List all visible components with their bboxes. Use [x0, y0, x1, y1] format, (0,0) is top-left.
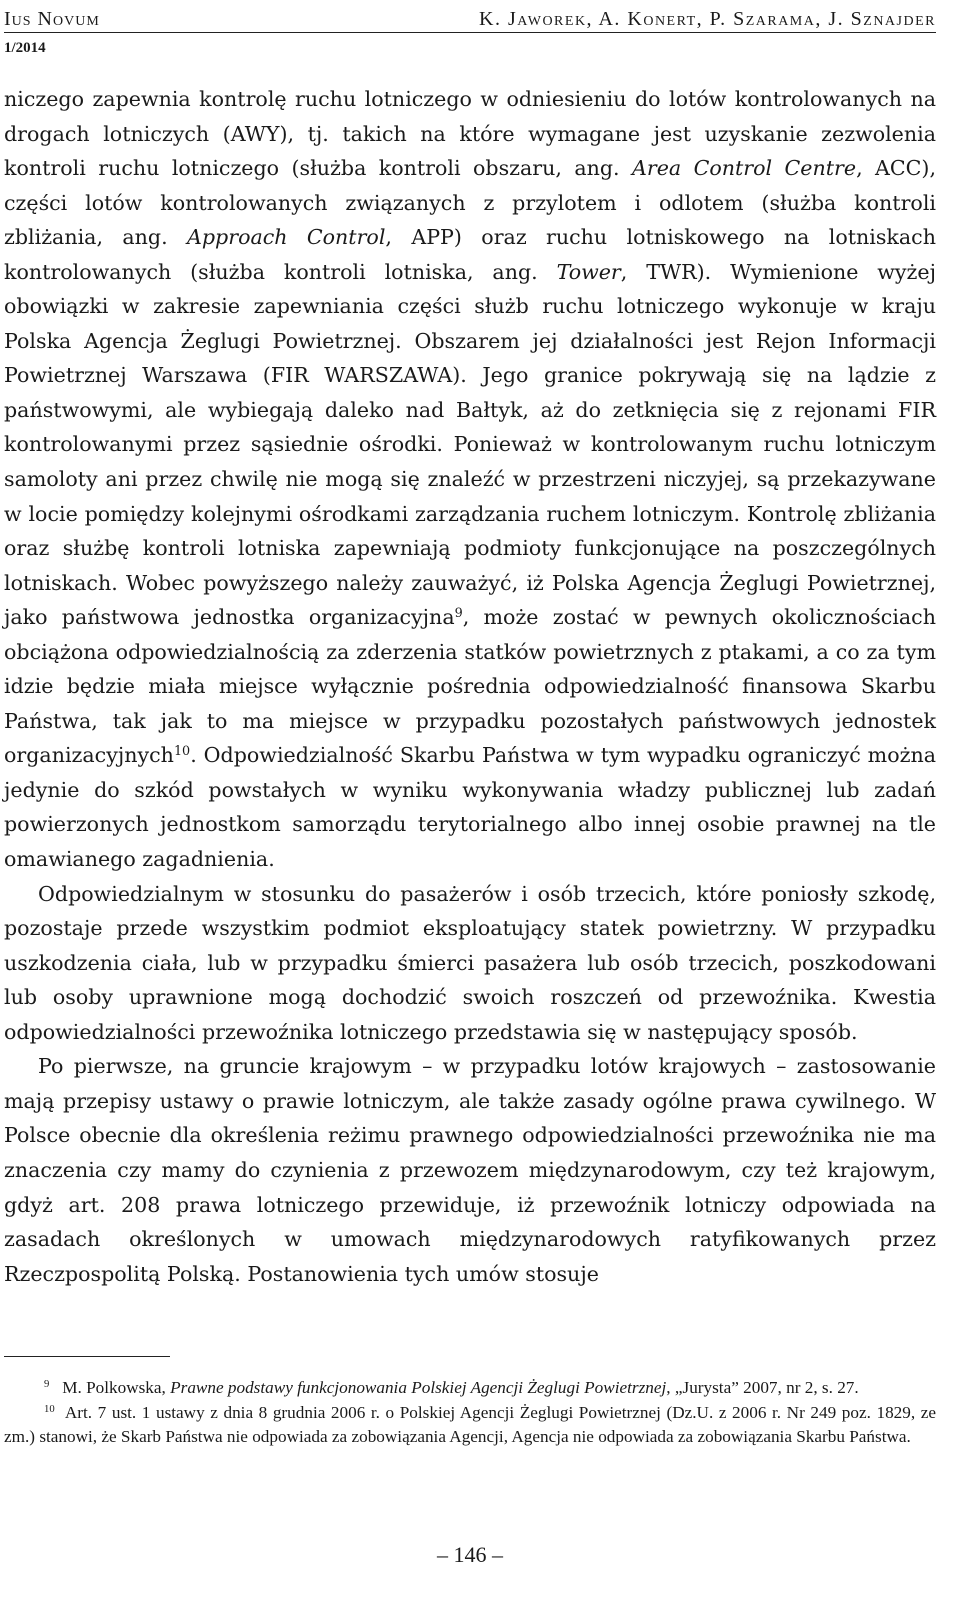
paragraph-1: niczego zapewnia kontrolę ruchu lotniczego w odniesieniu do lotów kontrolowanych na drogach lotniczych (AWY), tj. takich na które wymagane jest uzyskanie zezwolenia kontroli ruchu lotniczego (służba kontroli obszaru, ang. Area Control Centre, ACC), części lotów kontrolowanych związanych z przylotem i odlotem (służba kontroli zbliżania, ang. Approach Control, APP) oraz ruchu lotniskowego na lotniskach kontrolowanych (służba kontroli lotniska, ang. Tower, TWR). Wymienione wyżej obowiązki w zakresie zapewniania części służb ruchu lotniczego wykonuje w kraju Polska Agencja Żeglugi Powietrznej. Obszarem jej działalności jest Rejon Informacji Powietrznej Warszawa (FIR WARSZAWA). Jego granice pokrywają się na lądzie z państwowymi, ale wybiegają daleko nad Bałtyk, aż do zetknięcia się z rejonami FIR kontrolowanymi przez sąsiednie ośrodki. Ponieważ w kontrolowanym ruchu lotniczym samoloty ani przez chwilę nie mogą się znaleźć w przestrzeni niczyjej, są przekazywane w locie pomiędzy kolejnymi ośrodkami zarządzania ruchem lotniczym. Kontrolę zbliżania oraz służbę kontroli lotniska zapewniają podmioty funkcjonujące na poszczególnych lotniskach. Wobec powyższego należy zauważyć, iż Polska Agencja Żeglugi Powietrznej, jako państwowa jednostka organizacyjna$^9$, może zostać w pewnych okolicznościach obciążona odpowiedzialnością za zderzenia statków powietrznych z ptakami, a co za tym idzie będzie miała miejsce wyłącznie pośrednia odpowiedzialność finansowa Skarbu Państwa, tak jak to ma miejsce w przypadku pozostałych państwowych jednostek organizacyjnych$^{10}$. Odpowiedzialność Skarbu Państwa w tym wypadku ograniczyć można jedynie do szkód powstałych w wyniku wykonywania władzy publicznej lub zadań powierzonych jednostkom samorządu terytorialnego albo innej osobie prawnej na tle omawianego zagadnienia. — [4, 87, 936, 872]
body-text — [4, 82, 936, 1291]
running-header — [4, 6, 936, 33]
footnote-number: 10 — [44, 1403, 55, 1415]
footnote-ref-10[interactable]: 10 — [173, 744, 191, 760]
footnote-number: 9 — [44, 1379, 50, 1391]
journal-title: Ius Novum — [4, 8, 100, 30]
issue-number: 1/2014 — [4, 40, 46, 56]
footnote-10: $^{10}$ Art. 7 ust. 1 ustawy z dnia 8 grudnia 2006 r. o Polskiej Agencji Żeglugi Powietrznej (Dz.U. z 2006 r. Nr 249 poz. 1829, ze zm.) stanowi, że Skarb Państwa nie odpowiada za zobowiązania Agencji, Agencja nie odpowiada za zobowiązania Skarbu Państwa. — [4, 1402, 936, 1446]
paragraph-2: Odpowiedzialnym w stosunku do pasażerów i osób trzecich, które poniosły szkodę, pozostaje przede wszystkim podmiot eksploatujący statek powietrzny. W przypadku uszkodzenia ciała, lub w przypadku śmierci pasażera lub osób trzecich, poszkodowani lub osoby uprawnione mogą dochodzić swoich roszczeń od przewoźnika. Kwestia odpowiedzialności przewoźnika lotniczego przedstawia się w następujący sposób. — [4, 881, 936, 1044]
paragraph-3: Po pierwsze, na gruncie krajowym – w przypadku lotów krajowych – zastosowanie mają przepisy ustawy o prawie lotniczym, ale także zasady ogólne prawa cywilnego. W Polsce obecnie dla określenia reżimu prawnego odpowiedzialności przewoźnika nie ma znaczenia czy mamy do czynienia z przewozem międzynarodowym, czy też krajowym, gdyż art. 208 prawa lotniczego przewiduje, iż przewoźnik lotniczy odpowiada na zasadach określonych w umowach międzynarodowych ratyfikowanych przez Rzeczpospolitą Polską. Postanowienia tych umów stosuje — [4, 1054, 936, 1286]
footnote-ref-9[interactable]: 9 — [454, 606, 463, 622]
footnote-9: $^9$ M. Polkowska, Prawne podstawy funkcjonowania Polskiej Agencji Żeglugi Powietrznej, „Jurysta” 2007, nr 2, s. 27. — [44, 1378, 859, 1397]
page-number: – 146 – — [437, 1542, 503, 1567]
running-authors: K. Jaworek, A. Konert, P. Szarama, J. Sznajder — [479, 8, 936, 30]
footnote-separator — [4, 1356, 170, 1357]
footnotes — [4, 1376, 936, 1450]
